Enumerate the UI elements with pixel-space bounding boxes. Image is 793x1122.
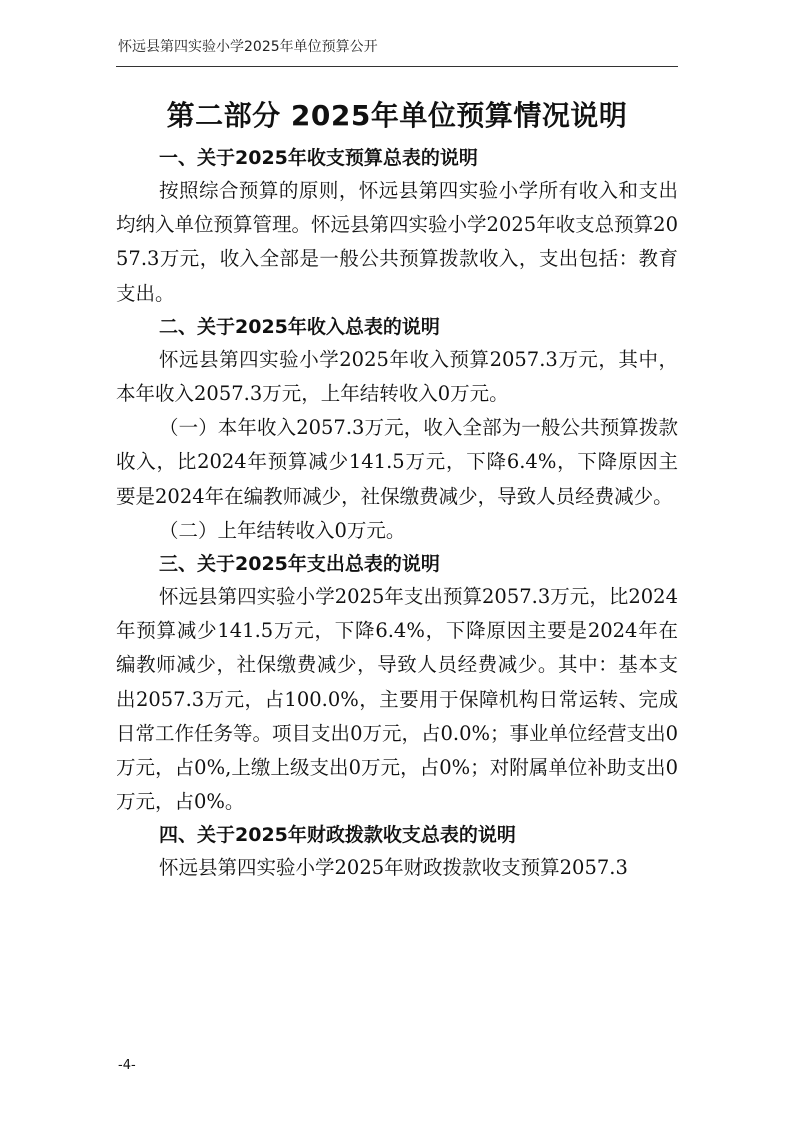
body-paragraph: （二）上年结转收入0万元。 [159, 518, 406, 542]
section-heading: 四、关于2025年财政拨款收支总表的说明 [159, 824, 516, 847]
document-body [116, 142, 678, 886]
body-paragraph: 怀远县第四实验小学2025年财政拨款收支预算2057.3 [159, 856, 628, 880]
header-divider [116, 66, 678, 67]
section-heading: 三、关于2025年支出总表的说明 [159, 553, 440, 576]
section-income-expense-summary [116, 142, 678, 311]
section-expense-summary [116, 548, 678, 819]
body-paragraph: （一）本年收入2057.3万元，收入全部为一般公共预算拨款收入，比2024年预算减少141.5万元，下降6.4%，下降原因主要是2024年在编教师减少，社保缴费减少，导致人员经费减少。 [116, 416, 678, 508]
body-paragraph: 怀远县第四实验小学2025年支出预算2057.3万元，比2024年预算减少141.5万元，下降6.4%，下降原因主要是2024年在编教师减少，社保缴费减少，导致人员经费减少。其中：基本支出2057.3万元，占100.0%，主要用于保障机构日常运转、完成日常工作任务等。项目支出0万元，占0.0%；事业单位经营支出0万元，占0%,上缴上级支出0万元，占0%；对附属单位补助支出0万元，占0%。 [116, 585, 678, 814]
body-paragraph: 按照综合预算的原则，怀远县第四实验小学所有收入和支出均纳入单位预算管理。怀远县第四实验小学2025年收支总预算2057.3万元，收入全部是一般公共预算拨款收入，支出包括：教育支出。 [116, 179, 678, 305]
page-number: -4- [118, 1058, 136, 1073]
section-heading: 二、关于2025年收入总表的说明 [159, 315, 440, 338]
section-heading: 一、关于2025年收支预算总表的说明 [159, 147, 478, 169]
page-title: 第二部分 2025年单位预算情况说明 [166, 99, 628, 132]
body-paragraph: 怀远县第四实验小学2025年收入预算2057.3万元，其中，本年收入2057.3万元，上年结转收入0万元。 [116, 347, 678, 406]
section-fiscal-appropriation-summary [116, 819, 678, 885]
section-income-summary [116, 311, 678, 548]
running-header: 怀远县第四实验小学2025年单位预算公开 [118, 39, 378, 55]
